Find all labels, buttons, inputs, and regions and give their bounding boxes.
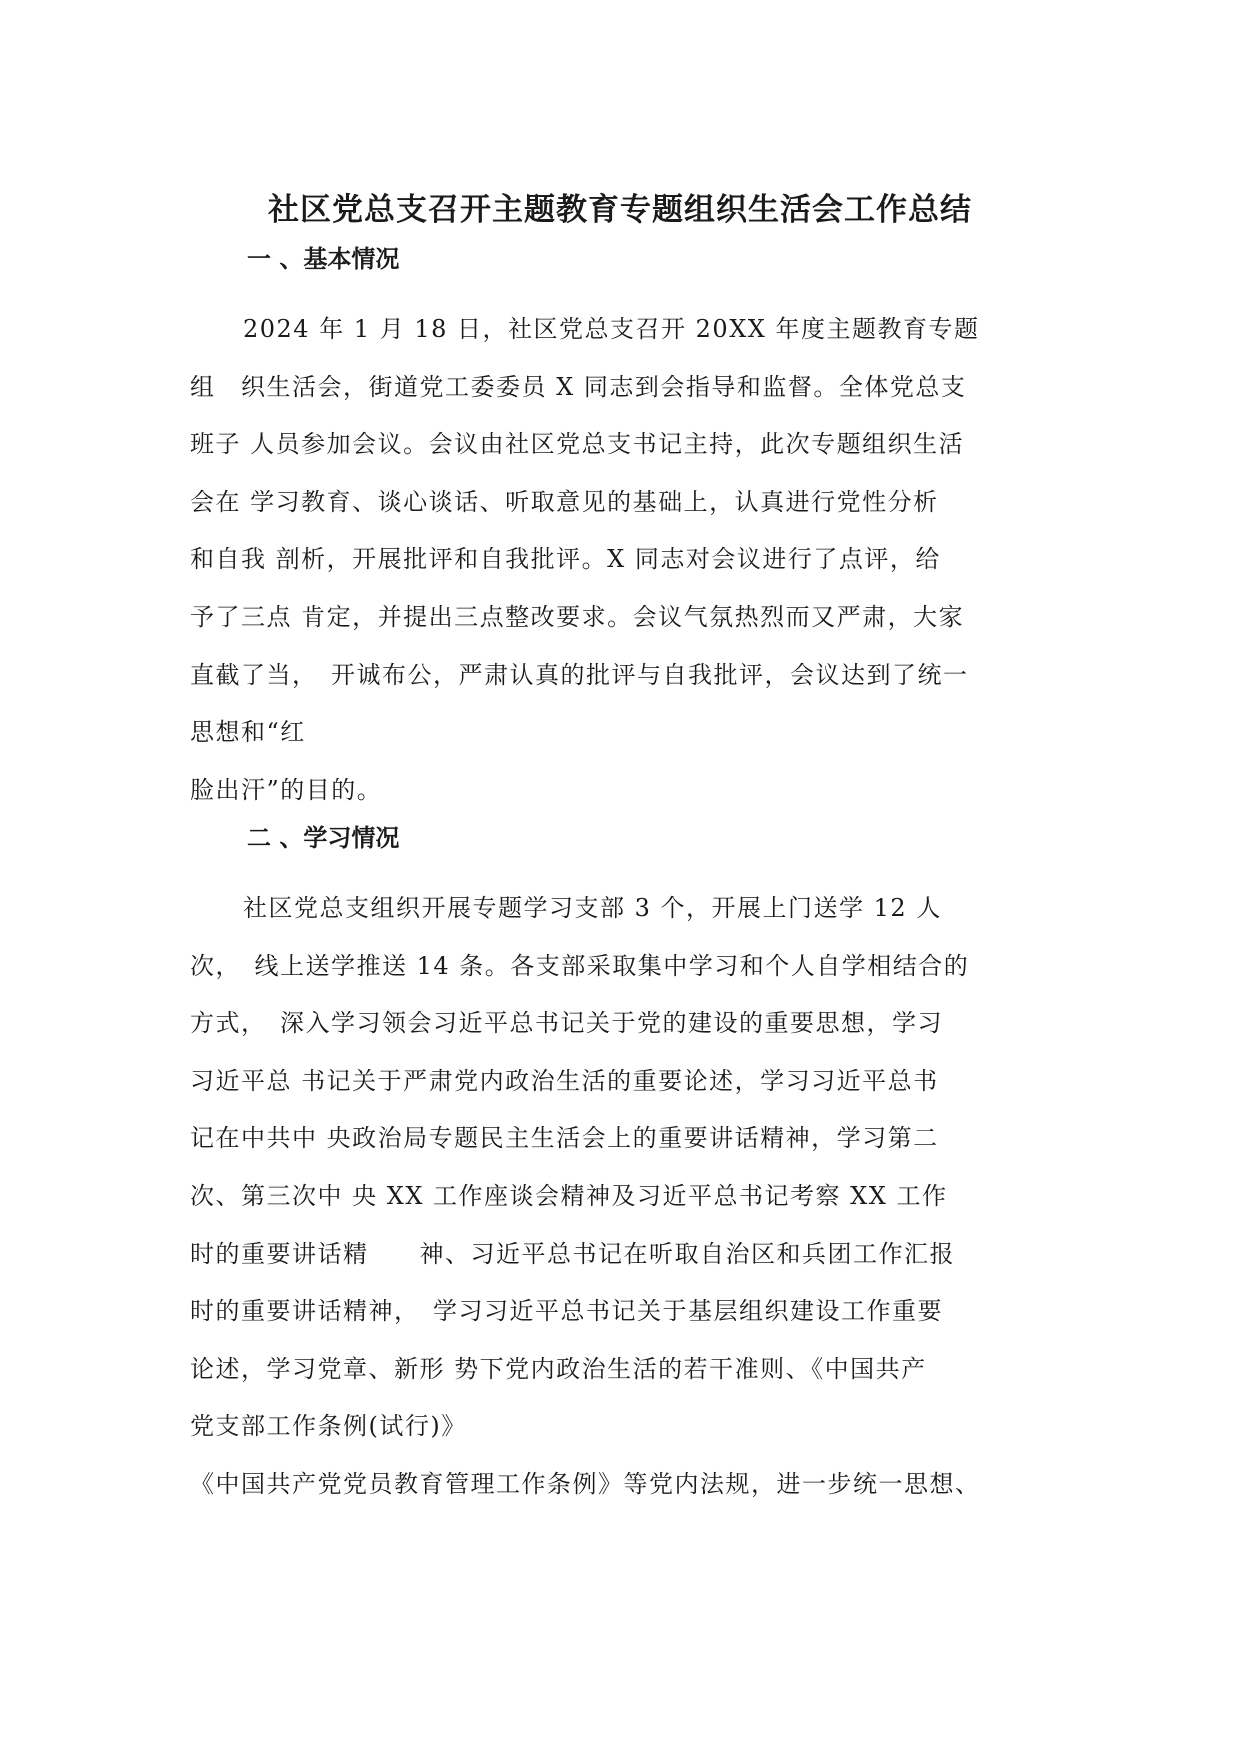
paragraph-line: 思想和“红 bbox=[190, 718, 306, 747]
section-heading-basic-info: 一 、基本情况 bbox=[247, 245, 400, 273]
paragraph-line: 会在 学习教育、谈心谈话、听取意见的基础上，认真进行党性分析 bbox=[190, 487, 939, 516]
paragraph-line: 方式， 深入学习领会习近平总书记关于党的建设的重要思想，学习 bbox=[190, 1009, 943, 1038]
paragraph-line: 党支部工作条例(试行)》 bbox=[190, 1412, 467, 1441]
section-heading-study: 二 、学习情况 bbox=[247, 824, 400, 852]
paragraph-line: 和自我 剖析，开展批评和自我批评。X 同志对会议进行了点评，给 bbox=[190, 545, 941, 574]
paragraph-line: 予了三点 肯定，并提出三点整改要求。会议气氛热烈而又严肃，大家 bbox=[190, 602, 965, 631]
paragraph-line: 2024 年 1 月 18 日，社区党总支召开 20XX 年度主题教育专题 bbox=[243, 315, 980, 343]
paragraph-line: 论述，学习党章、新形 势下党内政治生活的若干准则、《中国共产 bbox=[190, 1354, 927, 1383]
paragraph-line: 《中国共产党党员教育管理工作条例》等党内法规，进一步统一思想、 bbox=[190, 1469, 981, 1498]
paragraph-line: 时的重要讲话精神， 学习习近平总书记关于基层组织建设工作重要 bbox=[190, 1297, 943, 1326]
paragraph-line: 班子 人员参加会议。会议由社区党总支书记主持，此次专题组织生活 bbox=[190, 430, 965, 459]
paragraph-line: 脸出汗”的目的。 bbox=[190, 775, 383, 804]
paragraph-line: 记在中共中 央政治局专题民主生活会上的重要讲话精神，学习第二 bbox=[190, 1124, 939, 1153]
paragraph-line: 习近平总 书记关于严肃党内政治生活的重要论述，学习习近平总书 bbox=[190, 1066, 939, 1095]
paragraph-line: 时的重要讲话精 神、习近平总书记在听取自治区和兵团工作汇报 bbox=[190, 1239, 955, 1268]
paragraph-line: 组 织生活会，街道党工委委员 X 同志到会指导和监督。全体党总支 bbox=[190, 372, 967, 401]
paragraph-line: 次、第三次中 央 XX 工作座谈会精神及习近平总书记考察 XX 工作 bbox=[190, 1181, 948, 1210]
document-title: 社区党总支召开主题教育专题组织生活会工作总结 bbox=[268, 192, 972, 228]
paragraph-line: 次， 线上送学推送 14 条。各支部采取集中学习和个人自学相结合的 bbox=[190, 951, 970, 980]
section-paragraph-study bbox=[190, 880, 981, 1514]
paragraph-line: 社区党总支组织开展专题学习支部 3 个，开展上门送学 12 人 bbox=[243, 894, 942, 922]
paragraph-line: 直截了当， 开诚布公，严肃认真的批评与自我批评，会议达到了统一 bbox=[190, 660, 969, 689]
section-paragraph-basic-info bbox=[190, 301, 980, 819]
